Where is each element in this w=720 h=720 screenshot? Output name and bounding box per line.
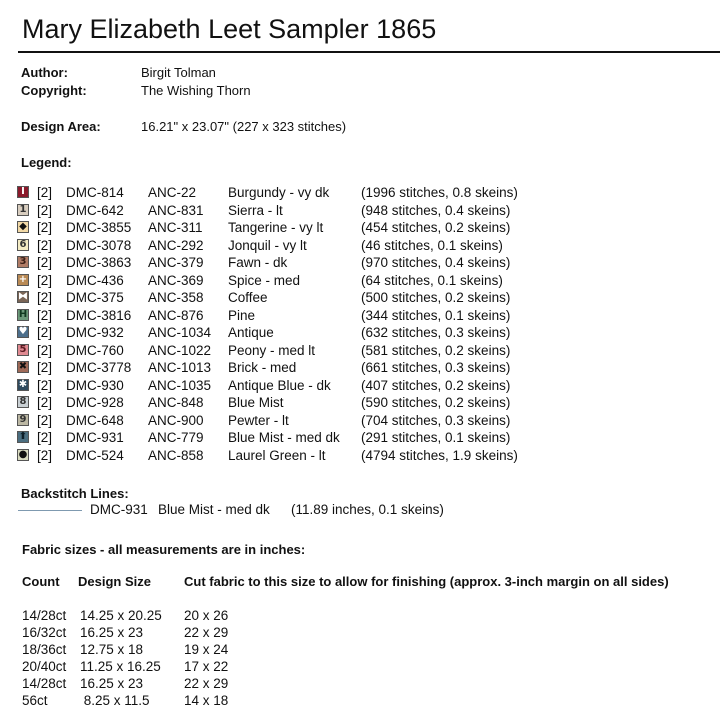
stitch-stats: (454 stitches, 0.2 skeins) xyxy=(361,220,511,235)
strands: [2] xyxy=(37,360,53,375)
color-name: Brick - med xyxy=(228,360,297,375)
copyright-value: The Wishing Thorn xyxy=(141,83,251,98)
design-area-value: 16.21" x 23.07" (227 x 323 stitches) xyxy=(141,119,347,134)
symbol-plus-icon: + xyxy=(18,273,28,285)
color-name: Pine xyxy=(228,307,256,323)
fabric-cut-size: 22 x 29 xyxy=(184,625,229,640)
strands: [2] xyxy=(37,447,53,463)
page-title: Mary Elizabeth Leet Sampler 1865 xyxy=(22,14,437,44)
fabric-col-design-size: Design Size xyxy=(78,574,151,589)
dmc-code: DMC-814 xyxy=(66,185,124,200)
fabric-cut-size: 14 x 18 xyxy=(184,693,229,708)
stitch-stats: (581 stitches, 0.2 skeins) xyxy=(361,342,511,358)
dmc-code: DMC-760 xyxy=(66,342,124,358)
fabric-cut-size: 17 x 22 xyxy=(184,659,229,674)
strands: [2] xyxy=(37,325,53,340)
dmc-code: DMC-932 xyxy=(66,325,124,340)
fabric-count: 20/40ct xyxy=(22,659,67,674)
symbol-five-icon: 5 xyxy=(17,344,29,356)
author-value: Birgit Tolman xyxy=(141,65,216,80)
anchor-code: ANC-876 xyxy=(148,307,204,323)
stitch-stats: (661 stitches, 0.3 skeins) xyxy=(361,360,511,375)
anchor-code: ANC-1022 xyxy=(148,342,212,358)
color-name: Antique xyxy=(228,325,274,340)
color-name: Coffee xyxy=(228,290,268,305)
symbol-bowtie-icon: ⧓ xyxy=(18,291,28,302)
anchor-code: ANC-369 xyxy=(148,272,204,288)
fabric-count: 14/28ct xyxy=(22,676,67,691)
strands: [2] xyxy=(37,220,53,235)
fabric-col-cut-size: Cut fabric to this size to allow for finishing (approx. 3-inch margin on all sides) xyxy=(184,574,669,589)
strands: [2] xyxy=(37,272,53,288)
title-divider xyxy=(18,51,720,53)
color-name: Peony - med lt xyxy=(228,342,316,358)
symbol-diamond-icon: ◆ xyxy=(17,221,29,233)
dmc-code: DMC-928 xyxy=(66,395,124,410)
anchor-code: ANC-779 xyxy=(148,430,204,445)
anchor-code: ANC-22 xyxy=(148,185,197,200)
symbol-up-arrow-icon: ⬆ xyxy=(18,431,28,442)
strands: [2] xyxy=(37,342,53,358)
color-name: Pewter - lt xyxy=(228,412,289,428)
symbol-letter-h-icon: H xyxy=(18,308,28,320)
copyright-label: Copyright: xyxy=(21,83,87,98)
stitch-stats: (948 stitches, 0.4 skeins) xyxy=(361,202,511,218)
anchor-code: ANC-358 xyxy=(148,290,204,305)
symbol-x-mark-icon: ✖ xyxy=(18,361,28,372)
strands: [2] xyxy=(37,412,53,428)
anchor-code: ANC-848 xyxy=(148,395,204,410)
dmc-code: DMC-648 xyxy=(66,412,124,428)
anchor-code: ANC-292 xyxy=(148,237,204,253)
stitch-stats: (970 stitches, 0.4 skeins) xyxy=(361,255,511,270)
backstitch-color-name: Blue Mist - med dk xyxy=(158,502,270,517)
symbol-nine-icon: 9 xyxy=(17,414,29,426)
strands: [2] xyxy=(37,237,53,253)
stitch-stats: (344 stitches, 0.1 skeins) xyxy=(361,307,511,323)
symbol-heart-icon: ♥ xyxy=(18,326,28,337)
dmc-code: DMC-3855 xyxy=(66,220,132,235)
dmc-code: DMC-3078 xyxy=(66,237,132,253)
fabric-design-size: 12.75 x 18 xyxy=(80,642,144,657)
symbol-eight-icon: 8 xyxy=(17,396,29,408)
symbol-one-icon: 1 xyxy=(17,204,29,216)
backstitch-dmc: DMC-931 xyxy=(90,502,148,517)
color-name: Blue Mist - med dk xyxy=(228,430,340,445)
anchor-code: ANC-379 xyxy=(148,255,204,270)
fabric-col-count: Count xyxy=(22,574,60,589)
symbol-asterisk-icon: ✱ xyxy=(18,378,28,390)
backstitch-line-sample xyxy=(18,510,82,511)
anchor-code: ANC-900 xyxy=(148,412,204,428)
fabric-design-size: 11.25 x 16.25 xyxy=(80,659,161,674)
fabric-heading: Fabric sizes - all measurements are in inches: xyxy=(22,542,306,557)
fabric-count: 16/32ct xyxy=(22,625,67,640)
dmc-code: DMC-3778 xyxy=(66,360,132,375)
fabric-design-size: 8.25 x 11.5 xyxy=(80,693,150,708)
fabric-count: 56ct xyxy=(22,693,48,708)
stitch-stats: (704 stitches, 0.3 skeins) xyxy=(361,412,511,428)
backstitch-heading: Backstitch Lines: xyxy=(21,486,129,501)
stitch-stats: (291 stitches, 0.1 skeins) xyxy=(361,430,511,445)
strands: [2] xyxy=(37,377,53,393)
stitch-stats: (500 stitches, 0.2 skeins) xyxy=(361,290,511,305)
dmc-code: DMC-642 xyxy=(66,202,124,218)
symbol-three-icon: 3 xyxy=(17,256,29,268)
fabric-cut-size: 19 x 24 xyxy=(184,642,229,657)
symbol-dot-icon: ● xyxy=(18,448,28,460)
dmc-code: DMC-3816 xyxy=(66,307,132,323)
strands: [2] xyxy=(37,307,53,323)
design-area-label: Design Area: xyxy=(21,119,101,134)
color-name: Antique Blue - dk xyxy=(228,377,331,393)
legend-heading: Legend: xyxy=(21,155,72,170)
color-name: Spice - med xyxy=(228,272,301,288)
color-name: Sierra - lt xyxy=(228,202,283,218)
fabric-design-size: 14.25 x 20.25 xyxy=(80,608,162,623)
stitch-stats: (4794 stitches, 1.9 skeins) xyxy=(361,447,518,463)
fabric-count: 18/36ct xyxy=(22,642,67,657)
color-name: Burgundy - vy dk xyxy=(228,185,330,200)
author-label: Author: xyxy=(21,65,68,80)
strands: [2] xyxy=(37,395,53,410)
strands: [2] xyxy=(37,255,53,270)
color-name: Jonquil - vy lt xyxy=(228,237,307,253)
anchor-code: ANC-858 xyxy=(148,447,204,463)
dmc-code: DMC-931 xyxy=(66,430,124,445)
fabric-cut-size: 22 x 29 xyxy=(184,676,229,691)
color-name: Blue Mist xyxy=(228,395,284,410)
anchor-code: ANC-831 xyxy=(148,202,204,218)
color-name: Laurel Green - lt xyxy=(228,447,326,463)
dmc-code: DMC-436 xyxy=(66,272,124,288)
color-name: Fawn - dk xyxy=(228,255,288,270)
stitch-stats: (590 stitches, 0.2 skeins) xyxy=(361,395,511,410)
anchor-code: ANC-311 xyxy=(148,220,203,235)
anchor-code: ANC-1035 xyxy=(148,377,212,393)
stitch-stats: (64 stitches, 0.1 skeins) xyxy=(361,272,503,288)
stitch-stats: (46 stitches, 0.1 skeins) xyxy=(361,237,503,253)
strands: [2] xyxy=(37,202,53,218)
dmc-code: DMC-375 xyxy=(66,290,124,305)
strands: [2] xyxy=(37,430,53,445)
anchor-code: ANC-1034 xyxy=(148,325,212,340)
backstitch-stats: (11.89 inches, 0.1 skeins) xyxy=(291,502,444,517)
strands: [2] xyxy=(37,185,53,200)
fabric-design-size: 16.25 x 23 xyxy=(80,625,144,640)
fabric-cut-size: 20 x 26 xyxy=(184,608,229,623)
dmc-code: DMC-3863 xyxy=(66,255,132,270)
stitch-stats: (632 stitches, 0.3 skeins) xyxy=(361,325,511,340)
stitch-stats: (1996 stitches, 0.8 skeins) xyxy=(361,185,518,200)
fabric-count: 14/28ct xyxy=(22,608,67,623)
fabric-design-size: 16.25 x 23 xyxy=(80,676,144,691)
stitch-stats: (407 stitches, 0.2 skeins) xyxy=(361,377,511,393)
anchor-code: ANC-1013 xyxy=(148,360,212,375)
symbol-bar-icon: I xyxy=(17,186,29,198)
strands: [2] xyxy=(37,290,53,305)
dmc-code: DMC-930 xyxy=(66,377,124,393)
dmc-code: DMC-524 xyxy=(66,447,124,463)
color-name: Tangerine - vy lt xyxy=(228,220,324,235)
symbol-six-icon: 6 xyxy=(17,239,29,251)
